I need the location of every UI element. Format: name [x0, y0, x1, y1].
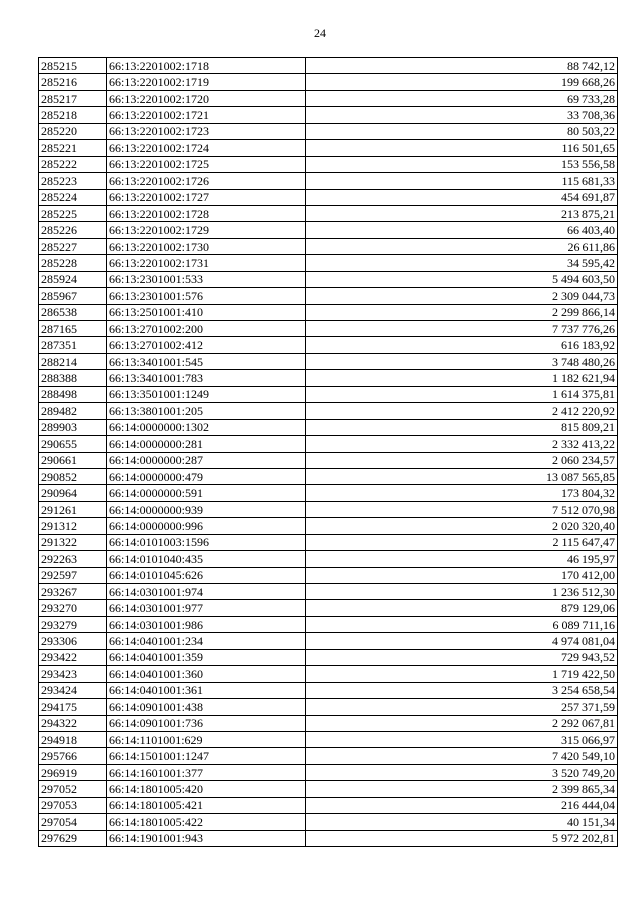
- record-number-cell: 285227: [39, 238, 107, 254]
- table-row: [39, 649, 618, 665]
- record-number-cell: 285218: [39, 107, 107, 123]
- cadastral-number-cell: 66:14:1901001:943: [107, 830, 306, 846]
- record-number-cell: 285216: [39, 74, 107, 90]
- record-number-cell: 293306: [39, 633, 107, 649]
- table-row: [39, 189, 618, 205]
- cadastral-value-cell: 6 089 711,16: [306, 616, 618, 632]
- cadastral-value-cell: 729 943,52: [306, 649, 618, 665]
- cadastral-value-cell: 2 115 647,47: [306, 534, 618, 550]
- cadastral-number-cell: 66:14:1801005:420: [107, 781, 306, 797]
- table-row: [39, 584, 618, 600]
- table-row: [39, 814, 618, 830]
- cadastral-value-cell: 1 614 375,81: [306, 386, 618, 402]
- table-row: [39, 830, 618, 846]
- table-row: [39, 386, 618, 402]
- cadastral-value-cell: 2 292 067,81: [306, 715, 618, 731]
- cadastral-number-cell: 66:13:2201002:1727: [107, 189, 306, 205]
- record-number-cell: 287165: [39, 321, 107, 337]
- table-row: [39, 600, 618, 616]
- cadastral-value-cell: 1 236 512,30: [306, 584, 618, 600]
- cadastral-number-cell: 66:14:0101045:626: [107, 567, 306, 583]
- cadastral-value-cell: 2 309 044,73: [306, 288, 618, 304]
- record-number-cell: 297629: [39, 830, 107, 846]
- cadastral-value-cell: 199 668,26: [306, 74, 618, 90]
- table-row: [39, 271, 618, 287]
- cadastral-value-cell: 34 595,42: [306, 255, 618, 271]
- table-row: [39, 666, 618, 682]
- cadastral-number-cell: 66:13:2301001:533: [107, 271, 306, 287]
- record-number-cell: 287351: [39, 337, 107, 353]
- record-number-cell: 292263: [39, 551, 107, 567]
- cadastral-value-cell: 88 742,12: [306, 58, 618, 74]
- cadastral-number-cell: 66:13:2201002:1718: [107, 58, 306, 74]
- record-number-cell: 285217: [39, 90, 107, 106]
- record-number-cell: 290964: [39, 485, 107, 501]
- cadastral-value-cell: 66 403,40: [306, 222, 618, 238]
- table-row: [39, 715, 618, 731]
- cadastral-number-cell: 66:14:1601001:377: [107, 764, 306, 780]
- cadastral-number-cell: 66:13:3401001:783: [107, 370, 306, 386]
- cadastral-number-cell: 66:14:0301001:986: [107, 616, 306, 632]
- cadastral-value-cell: 616 183,92: [306, 337, 618, 353]
- cadastral-number-cell: 66:14:0101003:1596: [107, 534, 306, 550]
- cadastral-number-cell: 66:13:2201002:1720: [107, 90, 306, 106]
- cadastral-number-cell: 66:14:0000000:281: [107, 436, 306, 452]
- table-row: [39, 551, 618, 567]
- record-number-cell: 289482: [39, 403, 107, 419]
- cadastral-number-cell: 66:14:0000000:479: [107, 468, 306, 484]
- table-row: [39, 748, 618, 764]
- cadastral-number-cell: 66:13:2201002:1725: [107, 156, 306, 172]
- cadastral-value-cell: 3 254 658,54: [306, 682, 618, 698]
- record-number-cell: 295766: [39, 748, 107, 764]
- record-number-cell: 288214: [39, 353, 107, 369]
- record-number-cell: 293422: [39, 649, 107, 665]
- cadastral-value-cell: 2 412 220,92: [306, 403, 618, 419]
- cadastral-value-cell: 879 129,06: [306, 600, 618, 616]
- cadastral-number-cell: 66:14:0401001:234: [107, 633, 306, 649]
- table-row: [39, 633, 618, 649]
- record-number-cell: 293424: [39, 682, 107, 698]
- table-row: [39, 699, 618, 715]
- record-number-cell: 297053: [39, 797, 107, 813]
- record-number-cell: 285924: [39, 271, 107, 287]
- cadastral-number-cell: 66:14:0401001:359: [107, 649, 306, 665]
- record-number-cell: 297052: [39, 781, 107, 797]
- cadastral-value-cell: 13 087 565,85: [306, 468, 618, 484]
- table-row: [39, 436, 618, 452]
- record-number-cell: 296919: [39, 764, 107, 780]
- record-number-cell: 291261: [39, 501, 107, 517]
- record-number-cell: 285220: [39, 123, 107, 139]
- cadastral-number-cell: 66:14:0000000:1302: [107, 419, 306, 435]
- table-row: [39, 403, 618, 419]
- table-row: [39, 353, 618, 369]
- cadastral-value-cell: 315 066,97: [306, 731, 618, 747]
- table-row: [39, 764, 618, 780]
- cadastral-number-cell: 66:13:2301001:576: [107, 288, 306, 304]
- cadastral-value-cell: 153 556,58: [306, 156, 618, 172]
- cadastral-number-cell: 66:13:2201002:1731: [107, 255, 306, 271]
- record-number-cell: 293267: [39, 584, 107, 600]
- cadastral-number-cell: 66:13:2201002:1729: [107, 222, 306, 238]
- record-number-cell: 291312: [39, 518, 107, 534]
- table-row: [39, 74, 618, 90]
- table-row: [39, 616, 618, 632]
- cadastral-number-cell: 66:13:3501001:1249: [107, 386, 306, 402]
- table-row: [39, 58, 618, 74]
- cadastral-number-cell: 66:13:2201002:1730: [107, 238, 306, 254]
- record-number-cell: 286538: [39, 304, 107, 320]
- table-row: [39, 419, 618, 435]
- record-number-cell: 285221: [39, 140, 107, 156]
- record-number-cell: 294175: [39, 699, 107, 715]
- cadastral-number-cell: 66:14:0000000:996: [107, 518, 306, 534]
- cadastral-value-cell: 454 691,87: [306, 189, 618, 205]
- cadastral-number-cell: 66:13:2201002:1726: [107, 173, 306, 189]
- record-number-cell: 285222: [39, 156, 107, 172]
- record-number-cell: 288388: [39, 370, 107, 386]
- cadastral-value-cell: 2 299 866,14: [306, 304, 618, 320]
- cadastral-value-cell: 4 974 081,04: [306, 633, 618, 649]
- cadastral-number-cell: 66:13:3401001:545: [107, 353, 306, 369]
- cadastral-value-cell: 7 512 070,98: [306, 501, 618, 517]
- table-row: [39, 238, 618, 254]
- cadastral-number-cell: 66:13:2201002:1719: [107, 74, 306, 90]
- table-row: [39, 468, 618, 484]
- record-number-cell: 288498: [39, 386, 107, 402]
- cadastral-value-cell: 1 719 422,50: [306, 666, 618, 682]
- record-number-cell: 285215: [39, 58, 107, 74]
- cadastral-value-cell: 216 444,04: [306, 797, 618, 813]
- table-row: [39, 205, 618, 221]
- cadastral-value-cell: 69 733,28: [306, 90, 618, 106]
- page-number: 24: [314, 26, 326, 40]
- cadastral-number-cell: 66:14:0901001:438: [107, 699, 306, 715]
- cadastral-number-cell: 66:13:2201002:1724: [107, 140, 306, 156]
- cadastral-number-cell: 66:14:0301001:977: [107, 600, 306, 616]
- table-row: [39, 140, 618, 156]
- cadastral-number-cell: 66:14:0000000:591: [107, 485, 306, 501]
- record-number-cell: 285225: [39, 205, 107, 221]
- record-number-cell: 285226: [39, 222, 107, 238]
- cadastral-number-cell: 66:14:0301001:974: [107, 584, 306, 600]
- record-number-cell: 294322: [39, 715, 107, 731]
- cadastral-value-cell: 173 804,32: [306, 485, 618, 501]
- cadastral-number-cell: 66:14:0401001:361: [107, 682, 306, 698]
- cadastral-number-cell: 66:14:1101001:629: [107, 731, 306, 747]
- record-number-cell: 285223: [39, 173, 107, 189]
- cadastral-value-cell: 26 611,86: [306, 238, 618, 254]
- cadastral-value-cell: 3 748 480,26: [306, 353, 618, 369]
- cadastral-value-cell: 257 371,59: [306, 699, 618, 715]
- cadastral-number-cell: 66:14:0101040:435: [107, 551, 306, 567]
- table-row: [39, 173, 618, 189]
- cadastral-value-cell: 80 503,22: [306, 123, 618, 139]
- table-row: [39, 452, 618, 468]
- cadastral-number-cell: 66:14:1801005:421: [107, 797, 306, 813]
- cadastral-value-cell: 2 399 865,34: [306, 781, 618, 797]
- table-row: [39, 567, 618, 583]
- cadastral-number-cell: 66:13:3801001:205: [107, 403, 306, 419]
- table-row: [39, 255, 618, 271]
- record-number-cell: 293270: [39, 600, 107, 616]
- cadastral-value-cell: 5 494 603,50: [306, 271, 618, 287]
- record-number-cell: 297054: [39, 814, 107, 830]
- cadastral-number-cell: 66:13:2201002:1723: [107, 123, 306, 139]
- table-row: [39, 304, 618, 320]
- record-number-cell: 293279: [39, 616, 107, 632]
- cadastral-value-cell: 5 972 202,81: [306, 830, 618, 846]
- record-number-cell: 294918: [39, 731, 107, 747]
- record-number-cell: 292597: [39, 567, 107, 583]
- record-number-cell: 285224: [39, 189, 107, 205]
- table-row: [39, 222, 618, 238]
- cadastral-value-cell: 1 182 621,94: [306, 370, 618, 386]
- record-number-cell: 289903: [39, 419, 107, 435]
- cadastral-number-cell: 66:14:0401001:360: [107, 666, 306, 682]
- cadastral-number-cell: 66:14:0000000:287: [107, 452, 306, 468]
- cadastral-value-cell: 33 708,36: [306, 107, 618, 123]
- table-row: [39, 156, 618, 172]
- record-number-cell: 290661: [39, 452, 107, 468]
- cadastral-value-cell: 116 501,65: [306, 140, 618, 156]
- cadastral-value-table: [38, 57, 618, 847]
- record-number-cell: 290852: [39, 468, 107, 484]
- record-number-cell: 291322: [39, 534, 107, 550]
- cadastral-value-cell: 115 681,33: [306, 173, 618, 189]
- table-row: [39, 485, 618, 501]
- table-row: [39, 321, 618, 337]
- cadastral-value-cell: 213 875,21: [306, 205, 618, 221]
- record-number-cell: 285967: [39, 288, 107, 304]
- table-row: [39, 107, 618, 123]
- table-row: [39, 781, 618, 797]
- cadastral-value-cell: 7 420 549,10: [306, 748, 618, 764]
- cadastral-value-cell: 815 809,21: [306, 419, 618, 435]
- table-row: [39, 370, 618, 386]
- cadastral-number-cell: 66:13:2201002:1728: [107, 205, 306, 221]
- table-row: [39, 501, 618, 517]
- cadastral-value-cell: 2 060 234,57: [306, 452, 618, 468]
- table-row: [39, 797, 618, 813]
- table-row: [39, 288, 618, 304]
- cadastral-value-cell: 40 151,34: [306, 814, 618, 830]
- table-row: [39, 518, 618, 534]
- cadastral-number-cell: 66:13:2501001:410: [107, 304, 306, 320]
- cadastral-number-cell: 66:13:2701002:412: [107, 337, 306, 353]
- table-row: [39, 534, 618, 550]
- record-number-cell: 293423: [39, 666, 107, 682]
- cadastral-value-cell: 170 412,00: [306, 567, 618, 583]
- table-row: [39, 90, 618, 106]
- cadastral-number-cell: 66:14:0901001:736: [107, 715, 306, 731]
- table-body: [39, 58, 618, 847]
- cadastral-number-cell: 66:14:1801005:422: [107, 814, 306, 830]
- cadastral-value-cell: 7 737 776,26: [306, 321, 618, 337]
- cadastral-value-cell: 2 332 413,22: [306, 436, 618, 452]
- table-row: [39, 123, 618, 139]
- cadastral-value-cell: 46 195,97: [306, 551, 618, 567]
- table-row: [39, 682, 618, 698]
- table-row: [39, 731, 618, 747]
- record-number-cell: 290655: [39, 436, 107, 452]
- record-number-cell: 285228: [39, 255, 107, 271]
- cadastral-number-cell: 66:13:2701002:200: [107, 321, 306, 337]
- cadastral-number-cell: 66:13:2201002:1721: [107, 107, 306, 123]
- table-row: [39, 337, 618, 353]
- cadastral-number-cell: 66:14:0000000:939: [107, 501, 306, 517]
- cadastral-value-cell: 3 520 749,20: [306, 764, 618, 780]
- cadastral-number-cell: 66:14:1501001:1247: [107, 748, 306, 764]
- cadastral-value-cell: 2 020 320,40: [306, 518, 618, 534]
